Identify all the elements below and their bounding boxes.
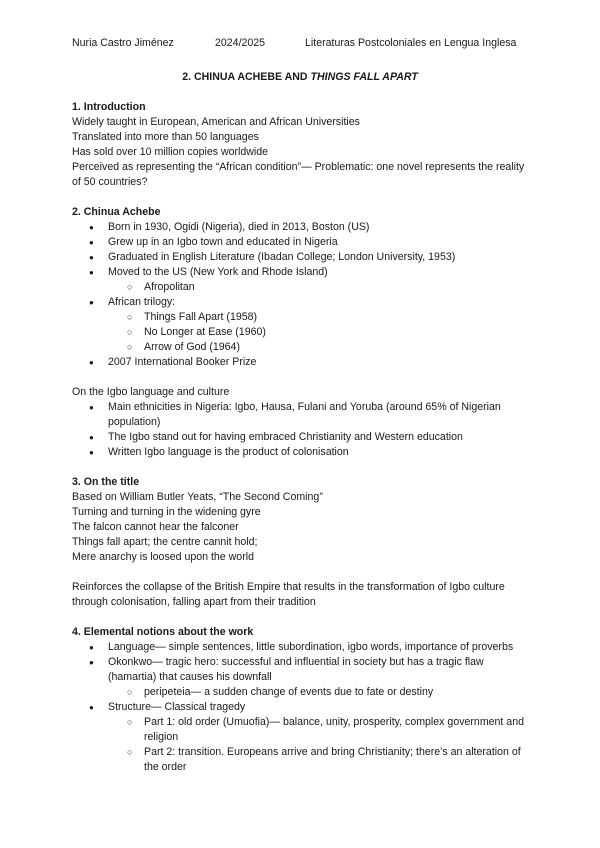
igbo-list <box>72 400 534 460</box>
section-heading-notions: 4. Elemental notions about the work <box>72 626 254 638</box>
list-item: ● Written Igbo language is the product of colonisation <box>72 445 534 460</box>
document-body <box>72 100 534 775</box>
trilogy-list <box>72 310 534 355</box>
notions-list <box>72 640 534 685</box>
achebe-list <box>72 220 534 280</box>
section-heading-introduction: 1. Introduction <box>72 101 146 113</box>
list-item: ○ Part 1: old order (Umuofia)— balance, unity, prosperity, complex government and religion <box>72 715 534 745</box>
header-year: 2024/2025 <box>215 37 266 49</box>
intro-line: Widely taught in European, American and African Universities <box>72 116 360 128</box>
list-item: ○ Part 2: transition. Europeans arrive and bring Christianity; there’s an alteration of the order <box>72 745 534 775</box>
list-item: ● Main ethnicities in Nigeria: Igbo, Hausa, Fulani and Yoruba (around 65% of Nigerian population) <box>72 400 534 430</box>
title-paragraph: Reinforces the collapse of the British Empire that results in the transformation of Igbo culture through colonisation, falling apart from their tradition <box>72 581 505 608</box>
list-item: ○ peripeteia— a sudden change of events due to fate or destiny <box>72 685 534 700</box>
structure-list <box>72 715 534 775</box>
page-title <box>0 70 600 85</box>
intro-line: Perceived as representing the “African condition”— Problematic: one novel represents the reality of 50 countries? <box>72 161 525 188</box>
title-main: 2. CHINUA ACHEBE AND <box>182 71 311 83</box>
list-item: ● The Igbo stand out for having embraced Christianity and Western education <box>72 430 534 445</box>
header-course: Literaturas Postcoloniales en Lengua Inglesa <box>305 37 517 49</box>
poem-line: Mere anarchy is loosed upon the world <box>72 551 254 563</box>
title-line: Based on William Butler Yeats, “The Second Coming” <box>72 491 323 503</box>
list-item: ● African trilogy: <box>72 295 534 310</box>
header-author: Nuria Castro Jiménez <box>72 37 174 49</box>
list-item: ● Graduated in English Literature (Ibadan College; London University, 1953) <box>72 250 534 265</box>
poem-line: Turning and turning in the widening gyre <box>72 506 261 518</box>
notions-list <box>72 700 534 715</box>
list-item: ○ No Longer at Ease (1960) <box>72 325 534 340</box>
list-item: ● 2007 International Booker Prize <box>72 355 534 370</box>
achebe-sublist <box>72 280 534 295</box>
poem-line: Things fall apart; the centre cannit hold; <box>72 536 258 548</box>
list-item: ● Moved to the US (New York and Rhode Island) <box>72 265 534 280</box>
list-item: ● Okonkwo— tragic hero: successful and influential in society but has a tragic flaw (hamartia) that causes his downfall <box>72 655 534 685</box>
intro-line: Translated into more than 50 languages <box>72 131 259 143</box>
poem-line: The falcon cannot hear the falconer <box>72 521 239 533</box>
section-heading-achebe: 2. Chinua Achebe <box>72 206 161 218</box>
list-item: ○ Things Fall Apart (1958) <box>72 310 534 325</box>
achebe-list <box>72 355 534 370</box>
page-header <box>72 36 540 52</box>
list-item: ● Structure— Classical tragedy <box>72 700 534 715</box>
list-item: ○ Arrow of God (1964) <box>72 340 534 355</box>
section-heading-title: 3. On the title <box>72 476 140 488</box>
achebe-list <box>72 295 534 310</box>
list-item: ● Born in 1930, Ogidi (Nigeria), died in 2013, Boston (US) <box>72 220 534 235</box>
title-italic: THINGS FALL APART <box>310 71 418 83</box>
intro-line: Has sold over 10 million copies worldwide <box>72 146 269 158</box>
list-item: ○ Afropolitan <box>72 280 534 295</box>
list-item: ● Language— simple sentences, little subordination, igbo words, importance of proverbs <box>72 640 534 655</box>
list-item: ● Grew up in an Igbo town and educated in Nigeria <box>72 235 534 250</box>
igbo-heading: On the Igbo language and culture <box>72 386 230 398</box>
notions-sublist <box>72 685 534 700</box>
